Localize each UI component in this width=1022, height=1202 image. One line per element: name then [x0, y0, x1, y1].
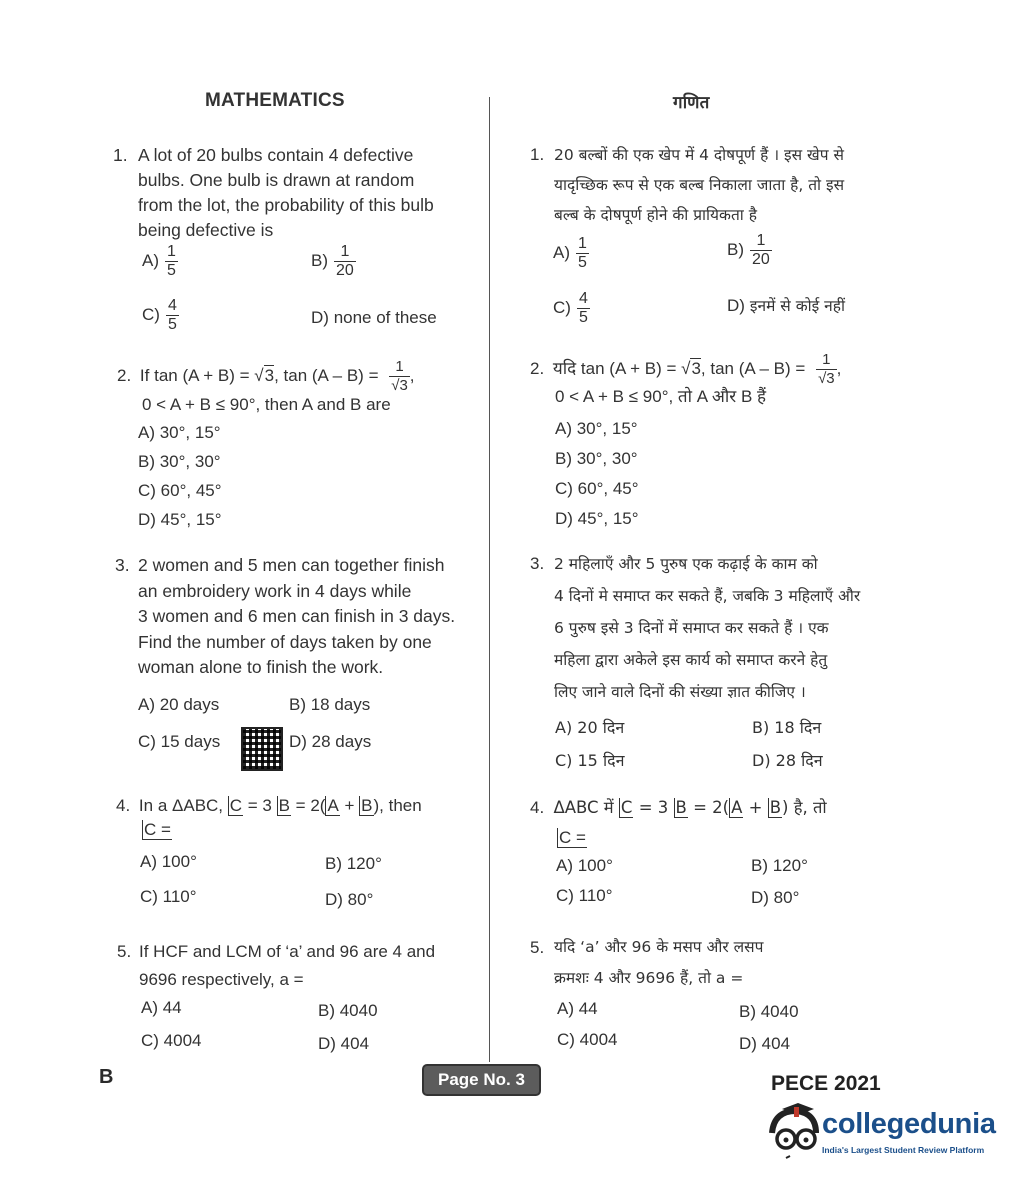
english-section-title: MATHEMATICS [205, 90, 345, 111]
question-4-en: 4. In a ΔABC, C = 3 B = 2( A + B), then [116, 796, 422, 815]
logo-tagline: India's Largest Student Review Platform [822, 1145, 985, 1155]
option-b: B) 120° [325, 854, 382, 873]
option-a: A) 44 [141, 998, 182, 1017]
option-b: B) 30°, 30° [555, 449, 638, 468]
question-2-line2: 0 < A + B ≤ 90°, then A and B are [142, 395, 391, 414]
question-line: bulbs. One bulb is drawn at random [138, 170, 415, 190]
booklet-series: B [99, 1066, 114, 1088]
collegedunia-mascot-icon [764, 1103, 824, 1163]
question-5-hi [530, 932, 910, 994]
logo-wordmark: collegedunia [822, 1108, 996, 1140]
question-number: 3. [530, 554, 545, 573]
question-5-en [117, 938, 477, 994]
option-c: C) 4004 [557, 1030, 618, 1049]
question-4-line2: C = [559, 828, 586, 847]
option-b: B) 4040 [318, 1001, 378, 1020]
question-line: क्रमशः 4 और 9696 हैं, तो a = [554, 969, 744, 987]
question-line: from the lot, the probability of this bulb [138, 195, 434, 215]
question-line: 20 बल्बों की एक खेप में 4 दोषपूर्ण हैं । इस खेप से [554, 146, 844, 164]
question-line: 4 दिनों मे समाप्त कर सकते हैं, जबकि 3 महिलाएँ और [554, 587, 861, 605]
option-d: D) 45°, 15° [138, 510, 222, 529]
hindi-section-title: गणित [673, 93, 710, 113]
question-line: woman alone to finish the work. [138, 657, 384, 677]
question-number: 1. [530, 145, 545, 164]
question-line: 3 women and 6 men can finish in 3 days. [138, 606, 456, 626]
option-a: A) 20 दिन [555, 718, 625, 737]
option-d: D) 404 [318, 1034, 370, 1053]
question-3-hi [530, 548, 910, 708]
question-line: यादृच्छिक रूप से एक बल्ब निकाला जाता है, तो इस [554, 176, 845, 194]
option-d: D) इनमें से कोई नहीं [727, 296, 846, 315]
question-1-en [113, 143, 483, 243]
question-line: बल्ब के दोषपूर्ण होने की प्रायिकता है [554, 206, 757, 224]
option-c: C) $\frac{4}{5}$ [142, 297, 177, 333]
option-c: C) $\frac{4}{5}$ [553, 290, 588, 326]
option-a: A) 20 days [138, 695, 220, 714]
option-c: C) 110° [556, 886, 613, 905]
question-line: A lot of 20 bulbs contain 4 defective [138, 145, 414, 165]
option-a: A) 100° [556, 856, 613, 875]
question-number: 4. [116, 796, 131, 815]
option-a: A) 30°, 15° [555, 419, 638, 438]
question-line: यदि ‘a’ और 96 के मसप और लसप [554, 938, 764, 956]
option-b: B) 18 days [289, 695, 371, 714]
qr-code-icon [241, 727, 283, 771]
question-number: 5. [117, 942, 132, 961]
option-d: D) 80° [325, 890, 374, 909]
option-a: A) 44 [557, 999, 598, 1018]
option-a: A) $\frac{1}{5}$ [553, 235, 587, 271]
question-2-line2: 0 < A + B ≤ 90°, तो A और B हैं [555, 387, 767, 406]
question-2-hi: 2. यदि tan (A + B) = √3, tan (A – B) = $\frac{1}{√3}$ , [530, 351, 842, 387]
option-b: B) $\frac{1}{20}$ [727, 232, 770, 268]
option-d: D) 28 दिन [752, 751, 823, 770]
exam-name: PECE 2021 [771, 1072, 881, 1095]
question-line: 2 महिलाएँ और 5 पुरुष एक कढ़ाई के काम को [554, 555, 818, 573]
option-b: B) 18 दिन [752, 718, 822, 737]
question-line: an embroidery work in 4 days while [138, 580, 412, 601]
option-a: A) 30°, 15° [138, 423, 221, 442]
option-d: D) 45°, 15° [555, 509, 639, 528]
option-c: C) 60°, 45° [138, 481, 222, 500]
column-divider [489, 97, 490, 1062]
option-b: B) 30°, 30° [138, 452, 221, 471]
question-number: 1. [113, 145, 128, 165]
question-number: 2. [117, 365, 132, 385]
question-number: 2. [530, 358, 545, 378]
question-2-en: 2. If tan (A + B) = √3, tan (A – B) = $\frac{1}{√3}$ , [117, 358, 415, 394]
question-line: being defective is [138, 220, 274, 240]
question-number: 5. [530, 938, 545, 957]
option-d: D) none of these [311, 308, 437, 327]
option-c: C) 4004 [141, 1031, 202, 1050]
question-line: 9696 respectively, a = [139, 970, 304, 989]
question-1-hi [530, 140, 910, 230]
option-a: A) 100° [140, 852, 197, 871]
question-line: 2 women and 5 men can together finish [138, 555, 445, 575]
option-b: B) $\frac{1}{20}$ [311, 243, 354, 279]
option-a: A) $\frac{1}{5}$ [142, 243, 176, 279]
question-4-line2: C = [144, 820, 171, 839]
option-c: C) 15 दिन [555, 751, 625, 770]
option-d: D) 28 days [289, 732, 372, 751]
option-d: D) 80° [751, 888, 800, 907]
option-c: C) 60°, 45° [555, 479, 639, 498]
option-b: B) 120° [751, 856, 808, 875]
option-c: C) 110° [140, 887, 197, 906]
question-number: 3. [115, 555, 130, 575]
option-c: C) 15 days [138, 732, 221, 751]
option-d: D) 404 [739, 1034, 791, 1053]
question-line: महिला द्वारा अकेले इस कार्य को समाप्त करने हेतु [554, 651, 828, 669]
question-line: Find the number of days taken by one [138, 631, 432, 652]
question-line: If HCF and LCM of ‘a’ and 96 are 4 and [139, 942, 436, 961]
question-3-en [115, 553, 475, 681]
question-line: 6 पुरुष इसे 3 दिनों में समाप्त कर सकते हैं । एक [554, 619, 829, 637]
question-line: लिए जाने वाले दिनों की संख्या ज्ञात कीजिए । [554, 683, 806, 701]
page-number-badge: Page No. 3 [422, 1064, 541, 1096]
question-number: 4. [530, 798, 545, 817]
question-4-hi: 4. ΔABC में C = 3 B = 2( A + B) है, तो [530, 798, 827, 817]
option-b: B) 4040 [739, 1002, 799, 1021]
